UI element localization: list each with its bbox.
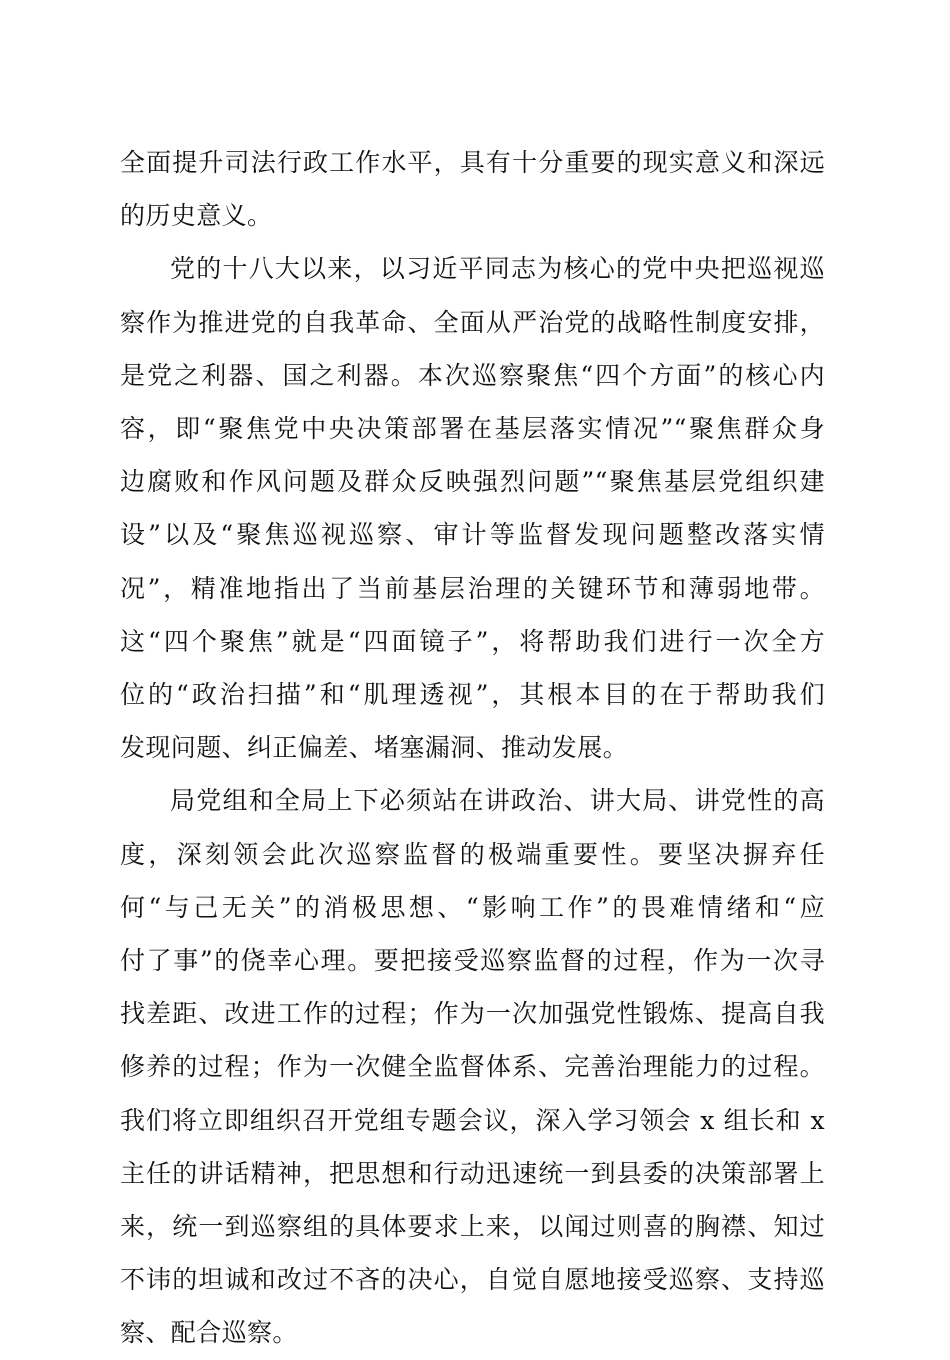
text-line: 我们将立即组织召开党组专题会议，深入学习领会 x 组长和 x: [120, 1105, 825, 1135]
text-line: 付了事”的侥幸心理。要把接受巡察监督的过程，作为一次寻: [120, 946, 825, 976]
document-body: [120, 136, 825, 1360]
text-line: 发现问题、纠正偏差、堵塞漏洞、推动发展。: [120, 733, 629, 763]
text-line: 这“四个聚焦”就是“四面镜子”，将帮助我们进行一次全方: [120, 626, 825, 656]
text-line: 不讳的坦诚和改过不吝的决心，自觉自愿地接受巡察、支持巡: [120, 1265, 825, 1295]
text-line: 度，深刻领会此次巡察监督的极端重要性。要坚决摒弃任: [120, 839, 825, 869]
text-line: 党的十八大以来，以习近平同志为核心的党中央把巡视巡: [170, 254, 825, 284]
paragraph-2: [120, 242, 825, 774]
text-line: 何“与己无关”的消极思想、“影响工作”的畏难情绪和“应: [120, 892, 825, 922]
text-line: 察作为推进党的自我革命、全面从严治党的战略性制度安排，: [120, 307, 825, 337]
text-line: 局党组和全局上下必须站在讲政治、讲大局、讲党性的高: [170, 786, 825, 816]
text-line: 的历史意义。: [120, 201, 273, 231]
text-line: 容，即“聚焦党中央决策部署在基层落实情况”“聚焦群众身: [120, 414, 825, 444]
text-line: 位的“政治扫描”和“肌理透视”，其根本目的在于帮助我们: [120, 680, 825, 710]
text-line: 边腐败和作风问题及群众反映强烈问题”“聚焦基层党组织建: [120, 467, 825, 497]
text-line: 来，统一到巡察组的具体要求上来，以闻过则喜的胸襟、知过: [120, 1212, 825, 1242]
text-line: 察、配合巡察。: [120, 1318, 298, 1348]
text-line: 况”，精准地指出了当前基层治理的关键环节和薄弱地带。: [120, 573, 825, 603]
paragraph-1: [120, 136, 825, 242]
text-line: 找差距、改进工作的过程；作为一次加强党性锻炼、提高自我: [120, 999, 825, 1029]
text-line: 是党之利器、国之利器。本次巡察聚焦“四个方面”的核心内: [120, 360, 825, 390]
text-line: 修养的过程；作为一次健全监督体系、完善治理能力的过程。: [120, 1052, 825, 1082]
text-line: 主任的讲话精神，把思想和行动迅速统一到县委的决策部署上: [120, 1158, 825, 1188]
text-line: 设”以及“聚焦巡视巡察、审计等监督发现问题整改落实情: [120, 520, 825, 550]
text-line: 全面提升司法行政工作水平，具有十分重要的现实意义和深远: [120, 148, 825, 177]
paragraph-3: [120, 774, 825, 1359]
